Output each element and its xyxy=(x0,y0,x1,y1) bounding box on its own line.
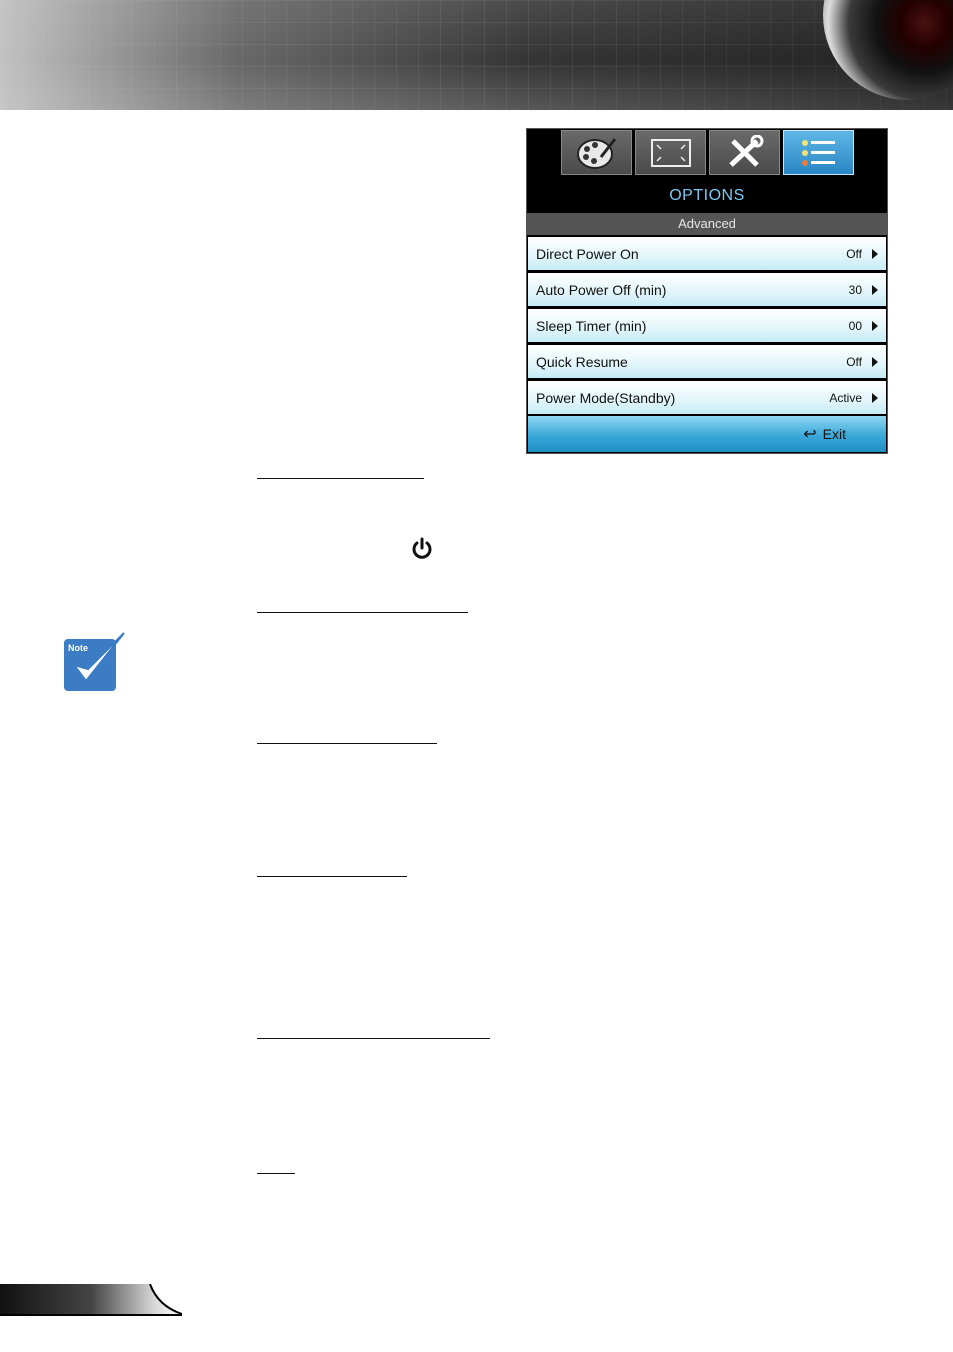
heading-underline-1 xyxy=(257,478,424,479)
row-value-text: 00 xyxy=(848,318,862,333)
osd-title: OPTIONS xyxy=(669,187,745,204)
row-value xyxy=(849,319,878,333)
arrow-right-icon xyxy=(872,357,878,367)
heading-underline-2 xyxy=(257,612,468,613)
row-value xyxy=(829,391,878,405)
palette-icon xyxy=(575,135,619,171)
osd-tabs xyxy=(561,130,857,176)
note-label: Note xyxy=(68,643,88,653)
menu-row-power-mode[interactable] xyxy=(528,381,886,414)
tab-options[interactable] xyxy=(783,130,854,175)
options-list-icon xyxy=(799,137,839,169)
menu-row-sleep-timer[interactable] xyxy=(528,309,886,342)
exit-label: Exit xyxy=(822,426,846,442)
heading-underline-3 xyxy=(257,743,437,744)
tab-setup[interactable] xyxy=(709,130,780,175)
header-banner xyxy=(0,0,953,110)
arrow-right-icon xyxy=(872,249,878,259)
arrow-right-icon xyxy=(872,393,878,403)
arrow-right-icon xyxy=(872,321,878,331)
heading-underline-5 xyxy=(257,1038,490,1039)
banner-shade xyxy=(0,0,953,110)
screen-frame-icon xyxy=(649,137,693,169)
footer-page-tab xyxy=(0,1284,182,1318)
row-label: Power Mode(Standby) xyxy=(536,389,676,406)
note-badge-icon xyxy=(62,631,128,693)
row-label: Quick Resume xyxy=(536,353,628,370)
row-value-text: Off xyxy=(846,246,862,261)
row-value-text: 30 xyxy=(848,282,862,297)
row-value xyxy=(846,247,878,261)
row-value-text: Off xyxy=(846,354,862,369)
tools-icon xyxy=(725,135,765,171)
heading-underline-6 xyxy=(257,1173,295,1174)
return-arrow-icon: ↩ xyxy=(803,426,817,443)
osd-subtitle: Advanced xyxy=(527,213,887,235)
menu-row-direct-power-on[interactable] xyxy=(528,237,886,270)
row-value xyxy=(849,283,878,297)
tab-screen[interactable] xyxy=(635,130,706,175)
exit-button[interactable] xyxy=(528,416,886,452)
arrow-right-icon xyxy=(872,285,878,295)
row-value xyxy=(846,355,878,369)
menu-row-quick-resume[interactable] xyxy=(528,345,886,378)
tab-image[interactable] xyxy=(561,130,632,175)
row-label: Sleep Timer (min) xyxy=(536,317,647,334)
row-label: Direct Power On xyxy=(536,245,639,262)
heading-underline-4 xyxy=(257,876,407,877)
osd-rows xyxy=(528,237,886,417)
osd-menu xyxy=(526,128,888,454)
row-value-text: Active xyxy=(829,390,862,405)
power-icon xyxy=(411,537,433,559)
row-label: Auto Power Off (min) xyxy=(536,281,667,298)
menu-row-auto-power-off[interactable] xyxy=(528,273,886,306)
